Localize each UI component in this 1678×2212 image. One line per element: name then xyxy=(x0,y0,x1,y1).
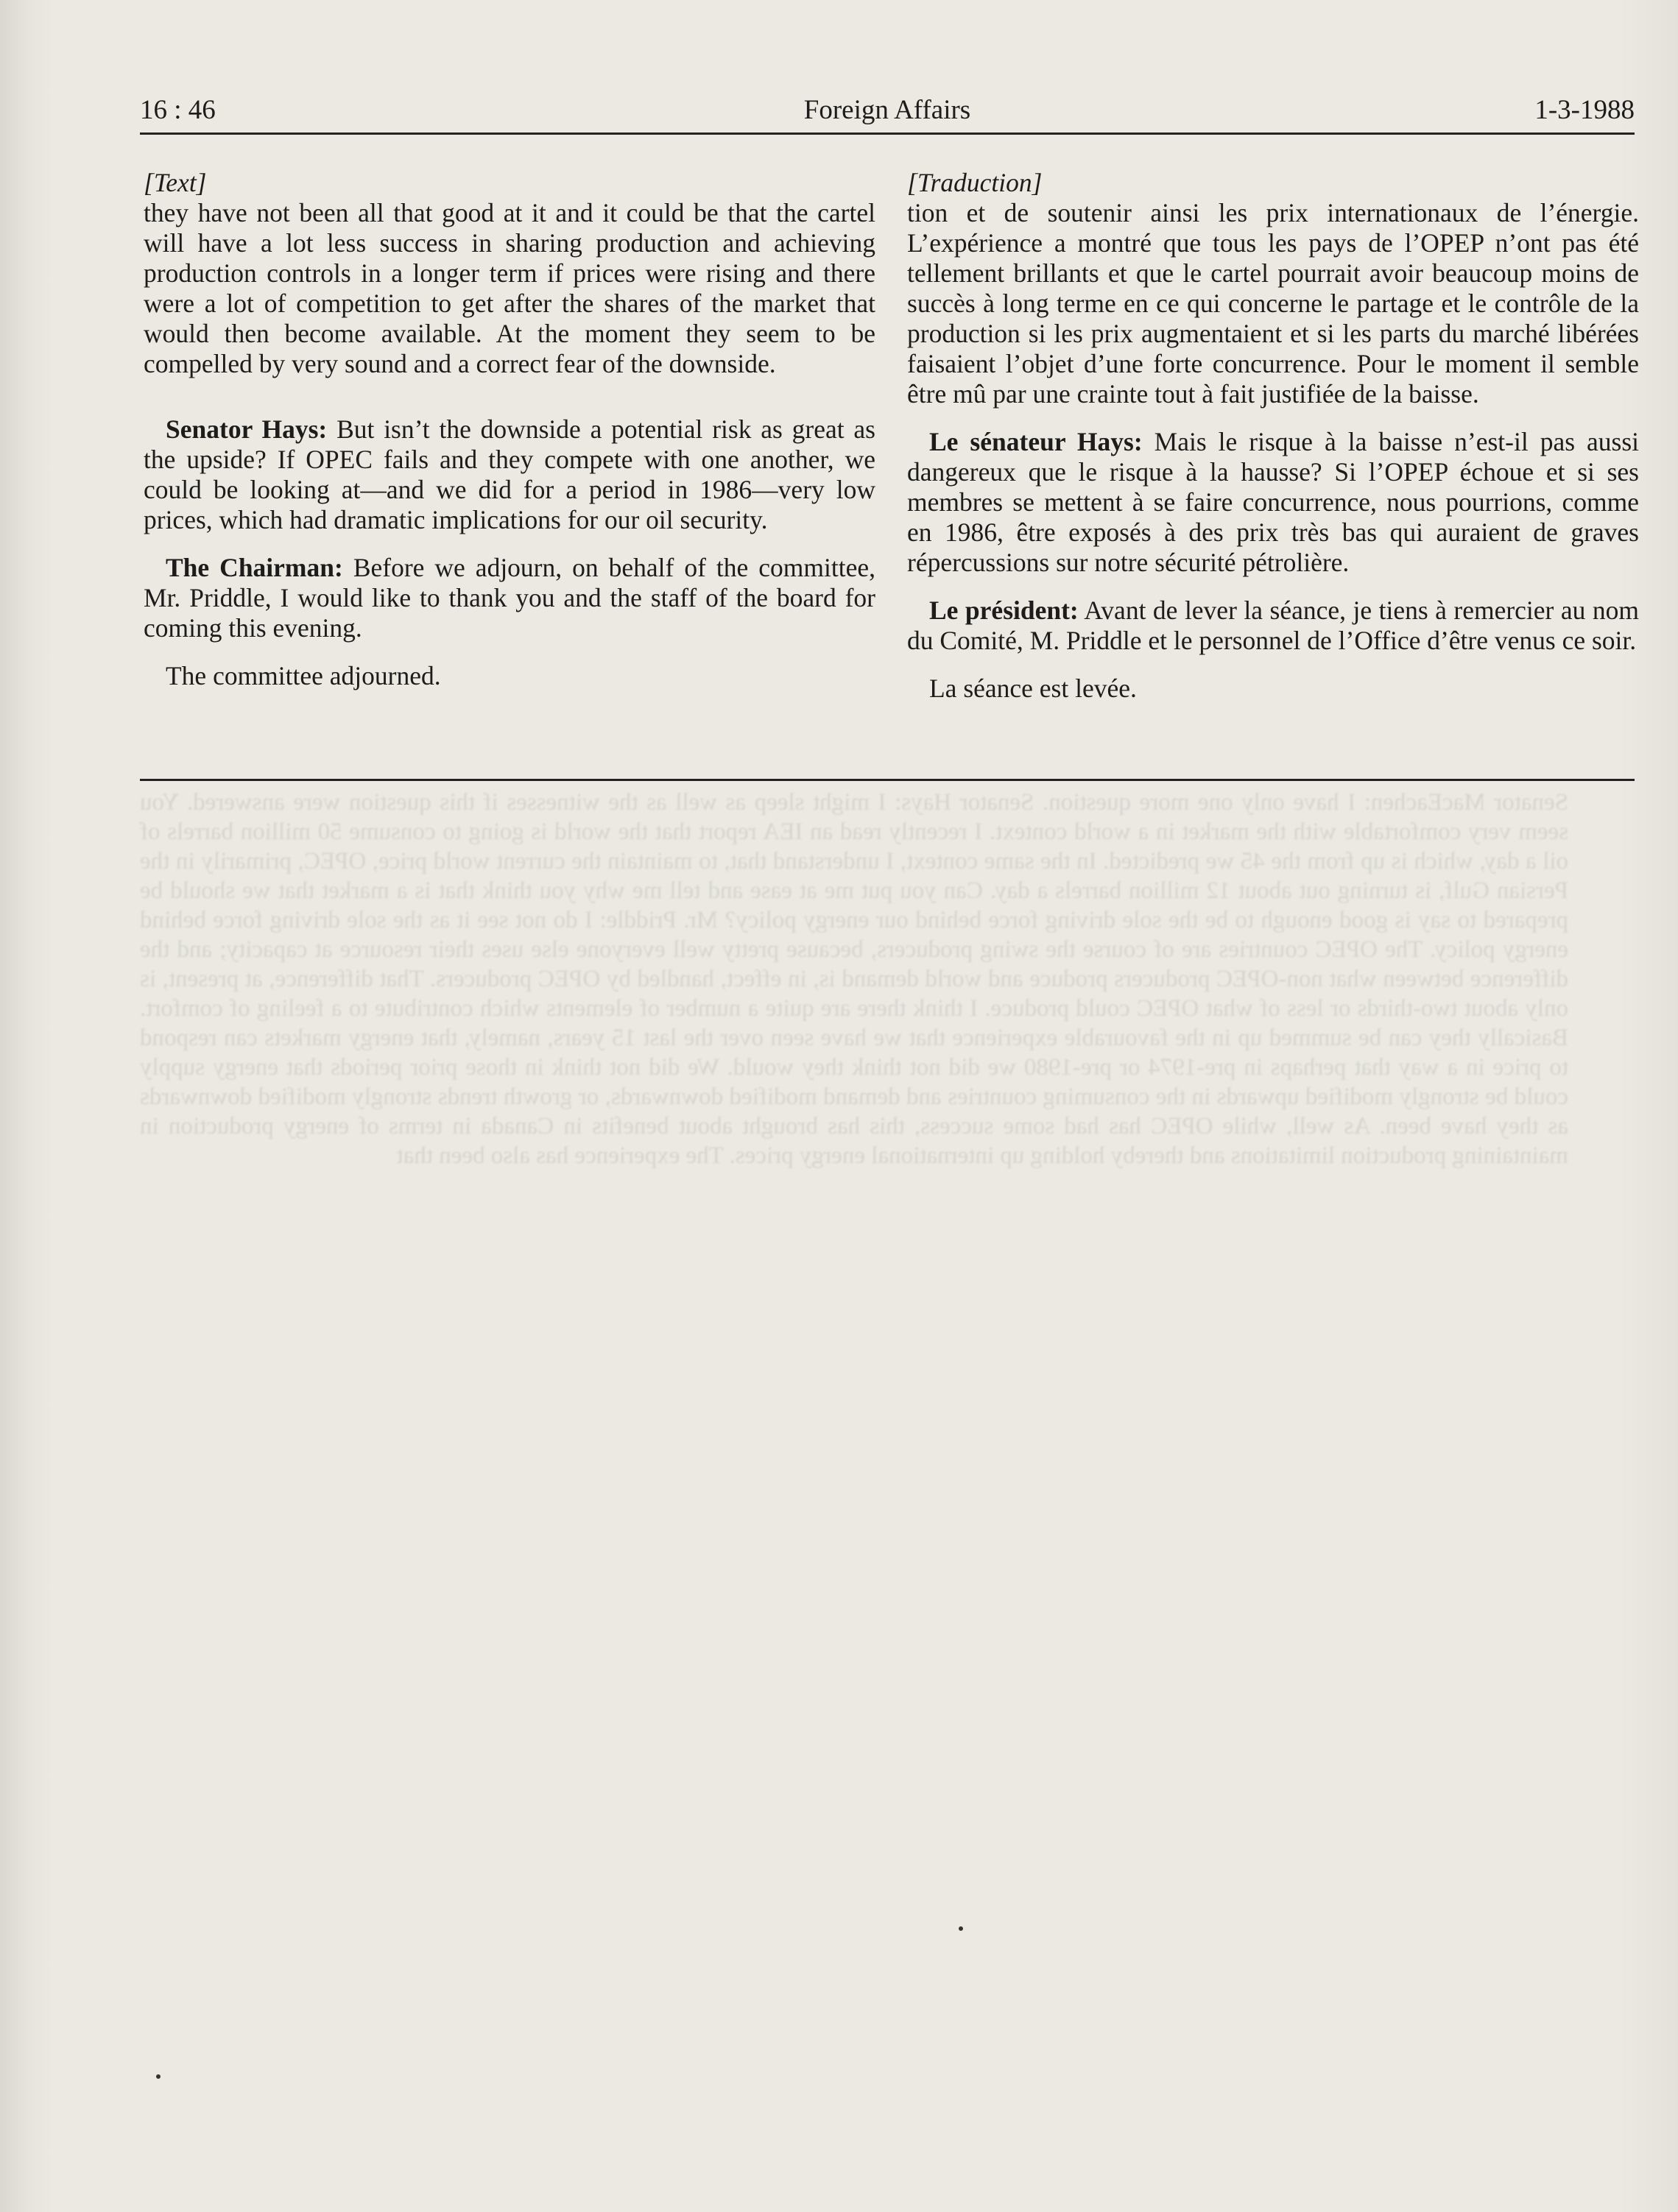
english-paragraph-1: they have not been all that good at it and it could be that the cartel will have a lot less success in sharing production and achieving production controls in a longer term if prices were rising and there were a lot of competition to get after the shares of the market that would then become available. At the moment they seem to be compelled by very sound and a correct fear of the downside. xyxy=(144,198,875,378)
english-paragraph-3 xyxy=(144,553,875,643)
speaker-senateur-hays: Le sénateur Hays: xyxy=(929,427,1143,456)
french-paragraph-3 xyxy=(907,596,1639,656)
text-label: [Text] xyxy=(144,168,207,197)
traduction-label: [Traduction] xyxy=(907,168,1043,197)
speaker-chairman: The Chairman: xyxy=(166,553,343,582)
french-paragraph-1: tion et de soutenir ainsi les prix internationaux de l’énergie. L’expérience a montré que tous les pays de l’OPEP n’ont pas été tellement brillants et que le cartel pourrait avoir beaucoup moins de succès à long terme en ce qui concerne le partage et le contrôle de la production si les prix augmentaient et si les parts du marché libérées faisaient l’objet d’une forte concurrence. Pour le moment il semble être mû par une crainte tout à fait justifiée de la baisse. xyxy=(907,198,1639,409)
french-paragraph-3-text: Avant de lever la séance, je tiens à remercier au nom du Comité, M. Priddle et le personnel de l’Office d’être venus ce soir. xyxy=(907,596,1639,655)
french-adjournment: La séance est levée. xyxy=(929,674,1137,703)
speaker-president: Le président: xyxy=(929,596,1079,625)
english-paragraph-2-text: But isn’t the downside a potential risk as great as the upside? If OPEC fails and they compete with one another, we could be looking at—and we did for a period in 1986—very low prices, which had dramatic implications for our oil security. xyxy=(144,414,875,534)
english-column xyxy=(144,168,875,709)
sitting-date: 1-3-1988 xyxy=(1534,95,1635,125)
section-divider xyxy=(140,779,1635,781)
ink-speck xyxy=(156,2074,161,2079)
english-paragraph-3-text: Before we adjourn, on behalf of the committee, Mr. Priddle, I would like to thank you and the staff of the board for coming this evening. xyxy=(144,553,875,643)
french-column xyxy=(907,168,1639,721)
show-through-text: Senator MacEachen: I have only one more question. Senator Hays: I might sleep as well as the witnesses if this question were answered. You seem very comfortable with the market in a world context. I recently read an IEA report that the world is going to consume 50 million barrels of oil a day, which is up from the 45 we predicted. In the same context, I understand that, to maintain the current world price, OPEC, primarily in the Persian Gulf, is turning out about 12 million barrels a day. Can you put me at ease and tell me why you think that is a market that we should be prepared to say is good enough to be the sole driving force behind our energy policy? Mr. Priddle: I do not see it as the sole driving force behind energy policy. The OPEC countries are of course the swing producers, because pretty well everyone else uses their resource at capacity; and the difference between what non-OPEC producers produce and world demand is, in effect, handled by OPEC producers. That difference, at present, is only about two-thirds or less of what OPEC could produce. I think there are quite a number of elements which contribute to a feeling of comfort. Basically they can be summed up in the favourable experience that we have seen over the last 15 years, namely, that energy markets can respond to price in a way that perhaps in pre-1974 or pre-1980 we did not think they would. We did not think in those prior periods that energy supply could be strongly modified upwards in the consuming countries and demand modified downwards, or growth trends strongly modified downwards as they have been. As well, while OPEC has had some success, this has brought about benefits in Canada in terms of energy production in maintaining production limitations and thereby holding up international energy prices. The experience has also been that xyxy=(140,789,1568,1169)
english-paragraph-2 xyxy=(144,414,875,535)
committee-title: Foreign Affairs xyxy=(803,95,971,125)
page-header xyxy=(140,94,1635,135)
ink-speck xyxy=(959,1926,963,1931)
french-paragraph-2-text: Mais le risque à la baisse n’est-il pas aussi dangereux que le risque à la hausse? Si l’OPEP échoue et si ses membres se mettent à se faire concurrence, nous pourrions, comme en 1986, être exposés à des prix très bas qui auraient de graves répercussions sur notre sécurité pétrolière. xyxy=(907,427,1640,577)
french-paragraph-2 xyxy=(907,427,1639,578)
page-number: 16 : 46 xyxy=(140,95,216,125)
speaker-senator-hays: Senator Hays: xyxy=(166,414,328,444)
english-adjournment: The committee adjourned. xyxy=(166,661,441,690)
